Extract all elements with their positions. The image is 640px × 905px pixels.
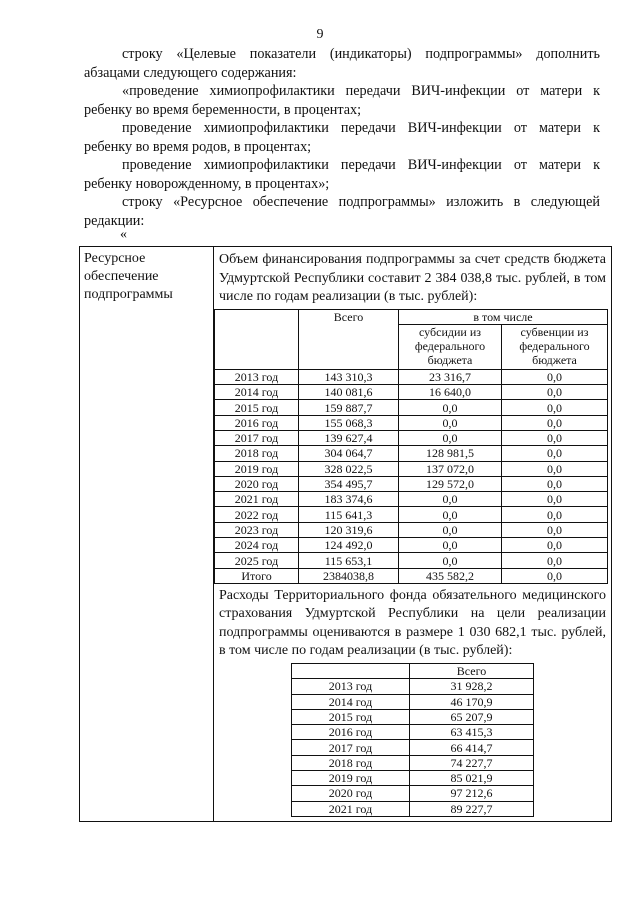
fin-cell-year: 2025 год [215, 553, 299, 568]
fin-cell-subsidies: 128 981,5 [399, 446, 502, 461]
tfoms-table-row [292, 694, 534, 709]
fin-cell-subventions: 0,0 [502, 415, 608, 430]
fin-table-row [215, 507, 608, 522]
section-label: Ресурсное обеспечение подпрограммы [80, 247, 214, 822]
fin-cell-total: 183 374,6 [299, 492, 399, 507]
tfoms-cell-year: 2016 год [292, 725, 410, 740]
fin-cell-subsidies: 129 572,0 [399, 476, 502, 491]
fin-table-row [215, 369, 608, 384]
fin-cell-year: 2015 год [215, 400, 299, 415]
paragraph-2: «проведение химиопрофилактики передачи ВИЧ-инфекции от матери к ребенку во время беременности, в процентах; [84, 83, 600, 118]
fin-cell-subventions: 0,0 [502, 522, 608, 537]
tfoms-table-row [292, 709, 534, 724]
fin-cell-subventions: 0,0 [502, 400, 608, 415]
tfoms-table-row [292, 740, 534, 755]
fin-table-row [215, 461, 608, 476]
fin-cell-subsidies: 0,0 [399, 538, 502, 553]
fin-cell-year: 2022 год [215, 507, 299, 522]
fin-cell-subsidies: 137 072,0 [399, 461, 502, 476]
tfoms-header-total: Всего [410, 663, 534, 678]
fin-header-subsidies: субсидии из федерального бюджета [399, 324, 502, 369]
fin-cell-year: 2013 год [215, 369, 299, 384]
fin-cell-year: 2021 год [215, 492, 299, 507]
tfoms-table-row [292, 786, 534, 801]
fin-cell-year: 2016 год [215, 415, 299, 430]
fin-cell-subventions: 0,0 [502, 538, 608, 553]
fin-cell-subsidies: 23 316,7 [399, 369, 502, 384]
quote-open-mark: « [120, 227, 127, 242]
tfoms-cell-total: 97 212,6 [410, 786, 534, 801]
fin-cell-year: 2017 год [215, 430, 299, 445]
section-content [214, 247, 612, 822]
fin-cell-subventions: 0,0 [502, 568, 608, 583]
fin-cell-total: 139 627,4 [299, 430, 399, 445]
fin-header-total: Всего [299, 309, 399, 369]
fin-cell-subsidies: 0,0 [399, 522, 502, 537]
tfoms-table-row [292, 771, 534, 786]
fin-cell-subventions: 0,0 [502, 385, 608, 400]
fin-cell-subventions: 0,0 [502, 369, 608, 384]
fin-cell-subsidies: 0,0 [399, 507, 502, 522]
tfoms-cell-total: 63 415,3 [410, 725, 534, 740]
fin-cell-subsidies: 16 640,0 [399, 385, 502, 400]
fin-table-row [215, 430, 608, 445]
fin-cell-total: 115 641,3 [299, 507, 399, 522]
tfoms-cell-year: 2019 год [292, 771, 410, 786]
fin-cell-subventions: 0,0 [502, 446, 608, 461]
tfoms-cell-year: 2015 год [292, 709, 410, 724]
tfoms-cell-total: 65 207,9 [410, 709, 534, 724]
tfoms-table-row [292, 755, 534, 770]
fin-cell-year: 2019 год [215, 461, 299, 476]
financing-table [214, 309, 608, 584]
tfoms-table [291, 663, 534, 817]
tfoms-header-empty [292, 663, 410, 678]
fin-cell-total: 115 653,1 [299, 553, 399, 568]
paragraph-5: строку «Ресурсное обеспечение подпрограммы» изложить в следующей редакции: [84, 194, 600, 229]
tfoms-intro: Расходы Территориального фонда обязательного медицинского страхования Удмуртской Республики на цели реализации подпрограммы оцениваются в размере 1 030 682,1 тыс. рублей, в том числе по годам реализации (в тыс. рублей): [219, 587, 606, 659]
fin-cell-total: 354 495,7 [299, 476, 399, 491]
fin-cell-total: 2384038,8 [299, 568, 399, 583]
fin-header-subventions: субвенции из федерального бюджета [502, 324, 608, 369]
fin-header-incl: в том числе [399, 309, 608, 324]
fin-table-row [215, 492, 608, 507]
fin-table-row [215, 400, 608, 415]
paragraph-4: проведение химиопрофилактики передачи ВИЧ-инфекции от матери к ребенку новорожденному, в процентах»; [84, 157, 600, 192]
fin-cell-total: 120 319,6 [299, 522, 399, 537]
paragraph-1: строку «Целевые показатели (индикаторы) подпрограммы» дополнить абзацами следующего содержания: [84, 46, 600, 81]
fin-cell-subsidies: 0,0 [399, 430, 502, 445]
fin-table-row [215, 476, 608, 491]
fin-table-row [215, 446, 608, 461]
fin-cell-year: 2014 год [215, 385, 299, 400]
financing-intro: Объем финансирования подпрограммы за счет средств бюджета Удмуртской Республики составит 2 384 038,8 тыс. рублей, в том числе по годам реализации (в тыс. рублей): [219, 252, 606, 304]
fin-cell-year: 2023 год [215, 522, 299, 537]
fin-table-row [215, 415, 608, 430]
fin-cell-subventions: 0,0 [502, 476, 608, 491]
fin-cell-total: 159 887,7 [299, 400, 399, 415]
fin-cell-subsidies: 0,0 [399, 415, 502, 430]
fin-cell-subventions: 0,0 [502, 430, 608, 445]
fin-cell-subventions: 0,0 [502, 492, 608, 507]
fin-cell-subventions: 0,0 [502, 507, 608, 522]
fin-table-row [215, 538, 608, 553]
fin-cell-subsidies: 0,0 [399, 553, 502, 568]
fin-cell-year: 2020 год [215, 476, 299, 491]
fin-table-row [215, 522, 608, 537]
tfoms-cell-year: 2013 год [292, 679, 410, 694]
fin-cell-year: 2018 год [215, 446, 299, 461]
tfoms-cell-year: 2021 год [292, 801, 410, 816]
paragraph-3: проведение химиопрофилактики передачи ВИЧ-инфекции от матери к ребенку во время родов, в процентах; [84, 120, 600, 155]
fin-cell-total: 304 064,7 [299, 446, 399, 461]
tfoms-cell-total: 66 414,7 [410, 740, 534, 755]
fin-cell-subventions: 0,0 [502, 553, 608, 568]
fin-cell-year: Итого [215, 568, 299, 583]
fin-cell-subsidies: 435 582,2 [399, 568, 502, 583]
tfoms-cell-total: 31 928,2 [410, 679, 534, 694]
fin-cell-total: 155 068,3 [299, 415, 399, 430]
tfoms-cell-total: 74 227,7 [410, 755, 534, 770]
tfoms-cell-year: 2017 год [292, 740, 410, 755]
tfoms-cell-total: 89 227,7 [410, 801, 534, 816]
fin-cell-subventions: 0,0 [502, 461, 608, 476]
fin-cell-subsidies: 0,0 [399, 400, 502, 415]
fin-cell-total: 143 310,3 [299, 369, 399, 384]
fin-cell-year: 2024 год [215, 538, 299, 553]
fin-cell-total: 328 022,5 [299, 461, 399, 476]
fin-cell-subsidies: 0,0 [399, 492, 502, 507]
fin-cell-total: 124 492,0 [299, 538, 399, 553]
tfoms-cell-year: 2018 год [292, 755, 410, 770]
tfoms-cell-total: 46 170,9 [410, 694, 534, 709]
tfoms-cell-total: 85 021,9 [410, 771, 534, 786]
fin-cell-total: 140 081,6 [299, 385, 399, 400]
fin-table-row [215, 553, 608, 568]
tfoms-cell-year: 2014 год [292, 694, 410, 709]
tfoms-table-row [292, 725, 534, 740]
page-number: 9 [316, 27, 324, 42]
resource-section-table [79, 246, 612, 822]
fin-header-empty [215, 309, 299, 369]
fin-table-row [215, 568, 608, 583]
tfoms-cell-year: 2020 год [292, 786, 410, 801]
tfoms-table-row [292, 679, 534, 694]
tfoms-table-row [292, 801, 534, 816]
fin-table-row [215, 385, 608, 400]
